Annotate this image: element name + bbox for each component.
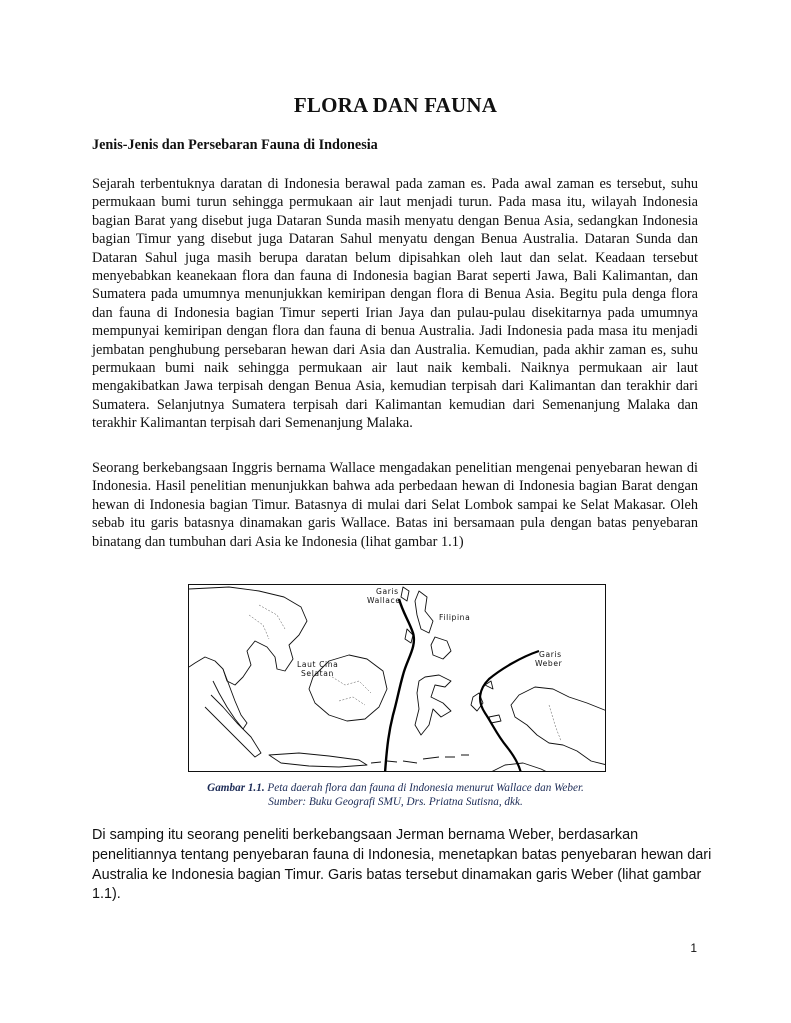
- paragraph-weber: Di samping itu seorang peneliti berkebangsaan Jerman bernama Weber, berdasarkan penelitiannya tentang penyebaran fauna di Indonesia, menetapkan batas penyebaran hewan dari Australia ke Indonesia bagian Timur. Garis batas tersebut dinamakan garis Weber (lihat gambar 1.1).: [92, 827, 712, 903]
- page-number: 1: [690, 941, 697, 955]
- caption-label: Gambar 1.1.: [207, 782, 265, 794]
- garis-wallace-label-2: Wallace: [367, 596, 401, 605]
- map-figure: [188, 584, 606, 772]
- filipina-label: Filipina: [439, 613, 471, 622]
- garis-wallace-label-1: Garis: [376, 587, 399, 596]
- caption-source: Sumber: Buku Geografi SMU, Drs. Priatna Sutisna, dkk.: [268, 796, 523, 808]
- section-heading: Jenis-Jenis dan Persebaran Fauna di Indonesia: [92, 137, 378, 153]
- laut-cina-label-2: Selatan: [301, 669, 334, 678]
- wallace-line: [385, 599, 414, 772]
- laut-cina-label-1: Laut Cina: [297, 660, 339, 669]
- paragraph-wallace: Seorang berkebangsaan Inggris bernama Wallace mengadakan penelitian mengenai penyebaran hewan di Indonesia. Hasil penelitian menunjukkan bahwa ada perbedaan hewan di Indonesia bagian Barat dengan hewan di Indonesia bagian Timur. Batasnya di mulai dari Selat Lombok sampai ke Selat Makasar. Oleh sebab itu garis batasnya dinamakan garis Wallace. Batas ini bersamaan pula dengan batas penyebaran binatang dan tumbuhan dari Asia ke Indonesia (lihat gambar 1.1): [92, 460, 698, 550]
- garis-weber-label-2: Weber: [535, 659, 563, 668]
- caption-text: Peta daerah flora dan fauna di Indonesia menurut Wallace dan Weber.: [264, 782, 584, 794]
- paragraph-zaman-es: Sejarah terbentuknya daratan di Indonesia berawal pada zaman es. Pada awal zaman es tersebut, suhu permukaan bumi turun sehingga permukaan air laut menjadi turun. Pada masa itu, wilayah Indonesia bagian Barat yang disebut juga Dataran Sunda masih menyatu dengan Benua Asia, sedangkan Indonesia bagian Timur yang disebut juga Dataran Sahul menyatu dengan Benua Australia. Dataran Sunda dan Dataran Sahul juga masih berupa daratan belum dipisahkan oleh laut dan selat. Keadaan tersebut menyebabkan keanekaan flora dan fauna di Indonesia bagian Barat seperti Jawa, Bali Kalimantan, dan Sumatera pada umumnya menunjukkan kemiripan dengan flora di Benua Asia. Begitu pula denga flora dan fauna di Indonesia bagian Timur seperti Irian Jaya dan pulau-pulau disekitarnya pada umumnya mempunyai kemiripan dengan flora dan fauna di benua Australia. Jadi Indonesia pada masa itu menjadi jembatan penghubung persebaran hewan dari Asia dan Australia. Kemudian, pada akhir zaman es, suhu permukaan bumi naik sehingga permukaan air laut naik kembali. Naiknya permukaan air laut mengakibatkan Jawa terpisah dengan Benua Asia, kemudian terpisah dari Kalimantan dan terakhir dari Sumatera. Selanjutnya Sumatera terpisah dari Kalimantan kemudian dari Semenanjung Malaka dan terakhir Kalimantan terpisah dari Semenanjung Malaka.: [92, 176, 698, 432]
- indonesia-map-illustration: [189, 585, 606, 772]
- page-title: FLORA DAN FAUNA: [293, 93, 498, 117]
- figure-caption: [0, 781, 791, 809]
- weber-line: [480, 651, 539, 772]
- garis-weber-label-1: Garis: [539, 650, 562, 659]
